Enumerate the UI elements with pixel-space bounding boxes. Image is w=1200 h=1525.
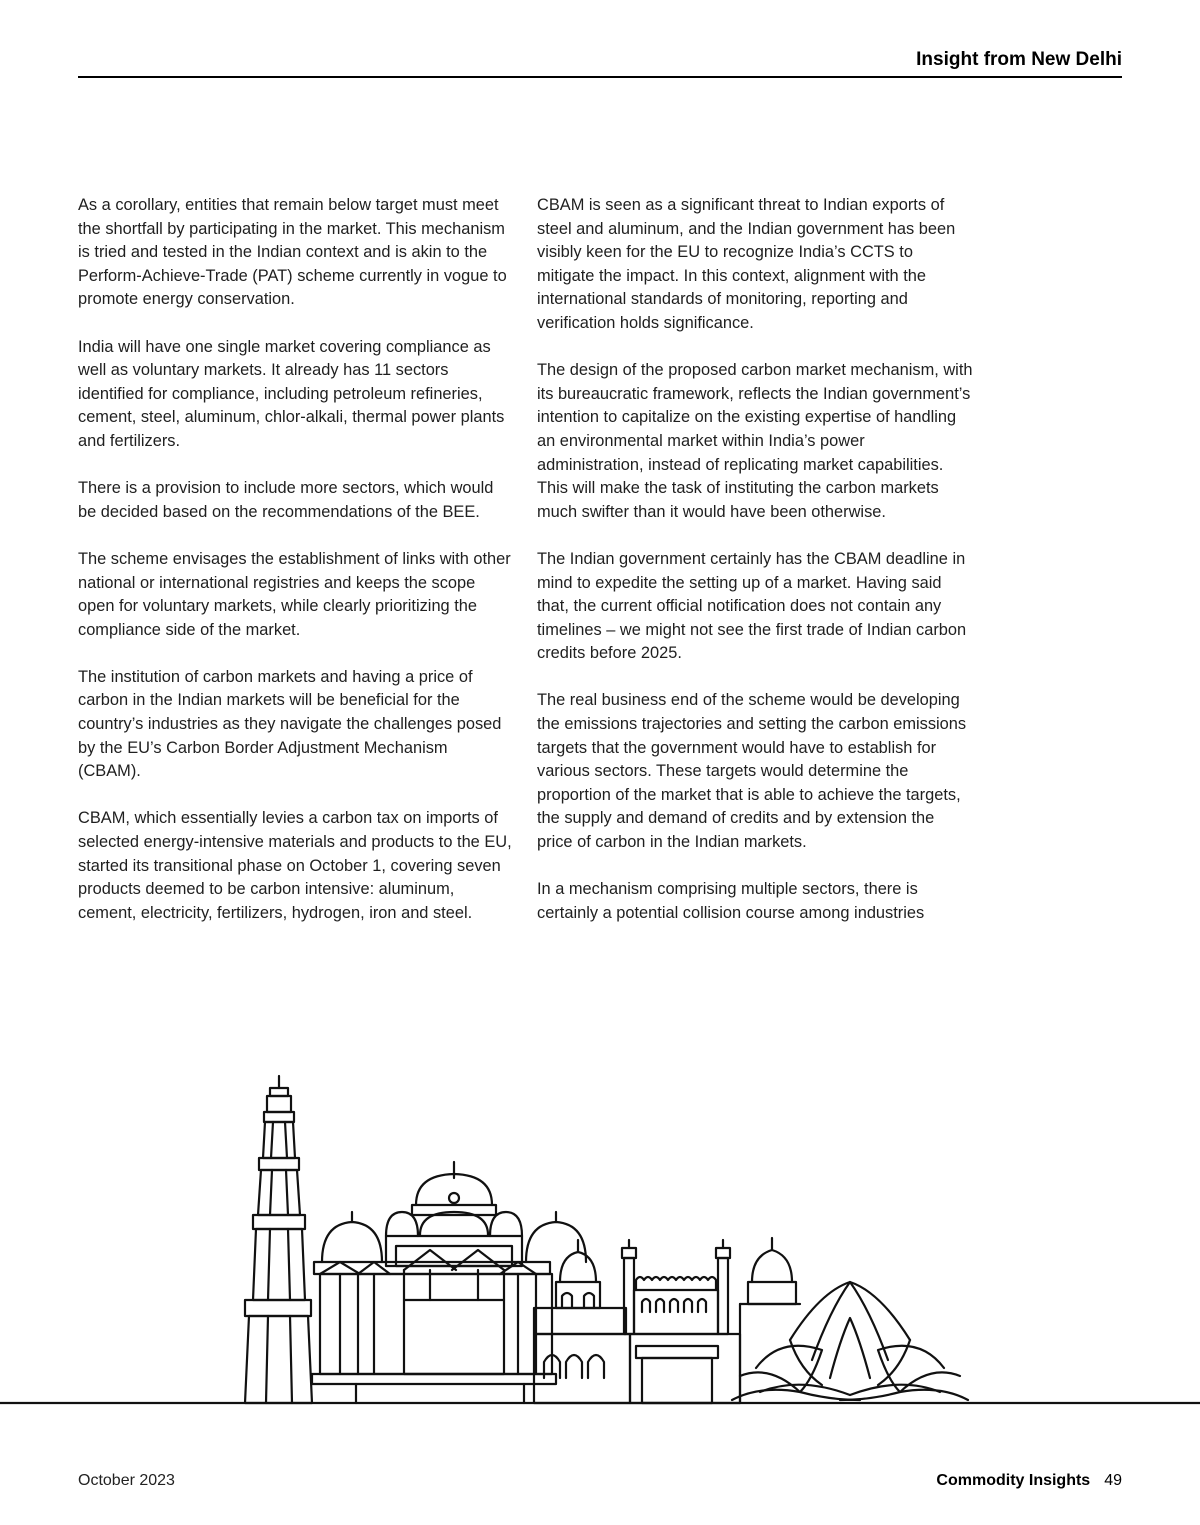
paragraph: The Indian government certainly has the CBAM deadline in mind to expedite the setting up of a market. Having said that, the current official notification does not contain any timelines – we might not see the first trade of Indian carbon credits before 2025. bbox=[537, 549, 967, 663]
paragraph: India will have one single market covering compliance as well as voluntary markets. It already has 11 sectors identified for compliance, including petroleum refineries, cement, steel, aluminum, chlor-alkali, thermal power plants and fertilizers. bbox=[78, 337, 505, 450]
lotus-temple-icon bbox=[732, 1282, 968, 1400]
delhi-skyline-icon bbox=[0, 1060, 1200, 1420]
qutub-minar-icon bbox=[245, 1076, 312, 1403]
right-column bbox=[537, 194, 973, 925]
paragraph: CBAM is seen as a significant threat to Indian exports of steel and aluminum, and the Indian government has been visibly keen for the EU to recognize India’s CCTS to mitigate the impact. In this context, alignment with the international standards of monitoring, reporting and verification holds significance. bbox=[537, 196, 956, 332]
footer-date: October 2023 bbox=[78, 1472, 175, 1489]
paragraph: The design of the proposed carbon market mechanism, with its bureaucratic framework, reflects the Indian government’s intention to capitalize on the existing expertise of handling an environmental market within India’s power administration, instead of replicating market capabilities. This will make the task of instituting the carbon markets much swifter than it would have been otherwise. bbox=[537, 361, 973, 521]
red-fort-icon bbox=[534, 1238, 800, 1403]
page-number: 49 bbox=[1104, 1472, 1122, 1489]
section-title: Insight from New Delhi bbox=[916, 49, 1122, 70]
paragraph: There is a provision to include more sectors, which would be decided based on the recommendations of the BEE. bbox=[78, 479, 494, 521]
publication-name: Commodity Insights bbox=[936, 1472, 1091, 1489]
paragraph: As a corollary, entities that remain below target must meet the shortfall by participating in the market. This mechanism is tried and tested in the Indian context and is akin to the Perform-Achieve-Trade (PAT) scheme currently in vogue to promote energy conservation. bbox=[78, 196, 507, 309]
paragraph: The real business end of the scheme would be developing the emissions trajectories and setting the carbon emissions targets that the government would have to establish for various sectors. These targets would determine the proportion of the market that is able to achieve the targets, the supply and demand of credits and by extension the price of carbon in the Indian markets. bbox=[537, 691, 967, 852]
footer-right bbox=[936, 1472, 1122, 1490]
left-column bbox=[78, 194, 514, 925]
paragraph: In a mechanism comprising multiple sectors, there is certainly a potential collision course among industries bbox=[537, 880, 925, 922]
paragraph: CBAM, which essentially levies a carbon tax on imports of selected energy-intensive materials and products to the EU, started its transitional phase on October 1, covering seven products deemed to be carbon intensive: aluminum, cement, electricity, fertilizers, hydrogen, iron and steel. bbox=[78, 809, 512, 922]
paragraph: The scheme envisages the establishment of links with other national or international registries and keeps the scope open for voluntary markets, while clearly prioritizing the compliance side of the market. bbox=[78, 549, 511, 639]
paragraph: The institution of carbon markets and having a price of carbon in the Indian markets will be beneficial for the country’s industries as they navigate the challenges posed by the EU’s Carbon Border Adjustment Mechanism (CBAM). bbox=[78, 667, 502, 781]
header-divider bbox=[78, 76, 1122, 78]
